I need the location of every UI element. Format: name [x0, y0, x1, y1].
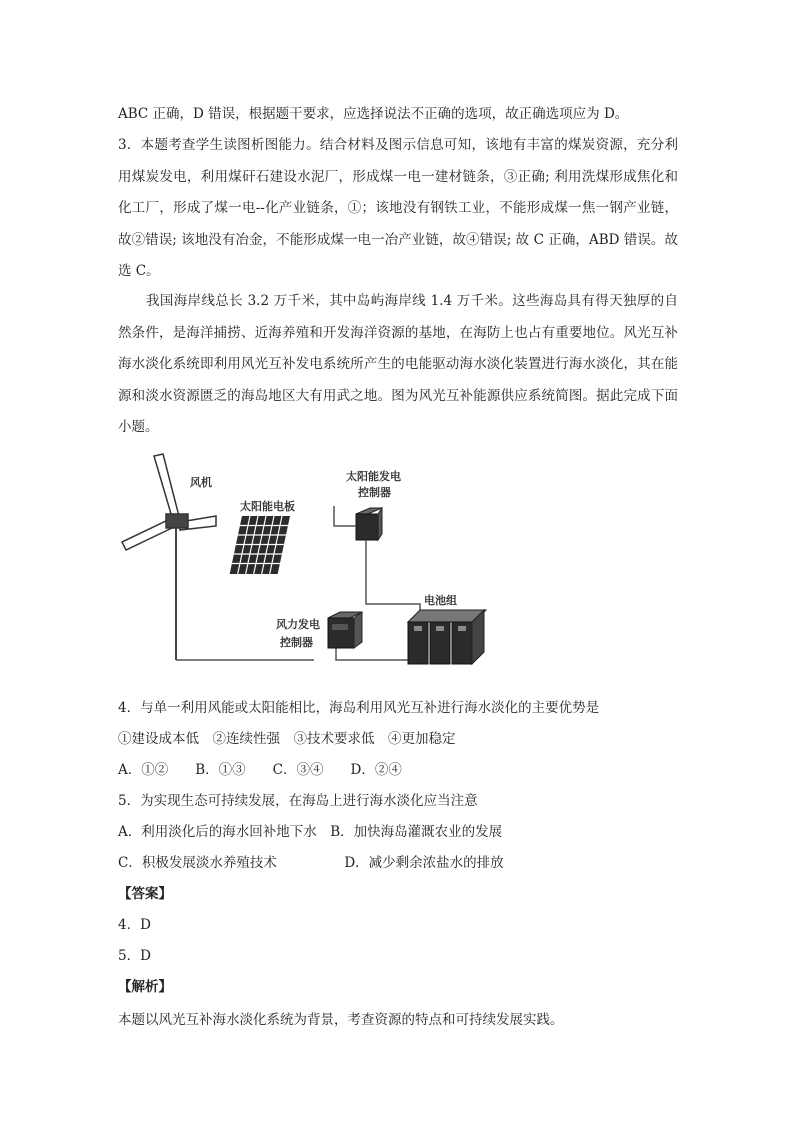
question-4-stem: 4．与单一利用风能或太阳能相比，海岛利用风光互补进行海水淡化的主要优势是 [118, 700, 600, 716]
answer-continuation-text: ABC 正确，D 错误，根据题干要求，应选择说法不正确的选项，故正确选项应为 D。 [118, 106, 629, 122]
question-3-analysis: 3．本题考查学生读图析图能力。结合材料及图示信息可知，该地有丰富的煤炭资源，充分利用煤炭发电，利用煤矸石建设水泥厂，形成煤一电一建材链条，③正确; 利用洗煤形成焦化和化工厂，形成了煤一电--化产业链条，①；该地没有钢铁工业，不能形成煤一焦一钢产业链，故②错误; 该地没有冶金，不能形成煤一电一冶产业链，故④错误; 故 C 正确，ABD 错误。故选 C。 [118, 137, 678, 279]
answer-heading: 【答案】 [118, 886, 172, 902]
analysis-heading: 【解析】 [118, 979, 172, 995]
answer-5: 5．D [118, 948, 151, 964]
material-paragraph: 我国海岸线总长 3.2 万千米，其中岛屿海岸线 1.4 万千米。这些海岛具有得天独厚的自然条件，是海洋捕捞、近海养殖和开发海洋资源的基地，在海防上也占有重要地位。风光互补海水淡化系统即利用风光互补发电系统所产生的电能驱动海水淡化装置进行海水淡化，其在能源和淡水资源匮乏的海岛地区大有用武之地。图为风光互补能源供应系统简图。据此完成下面小题。 [118, 293, 678, 435]
analysis-text: 本题以风光互补海水淡化系统为背景，考查资源的特点和可持续发展实践。 [118, 1012, 564, 1028]
question-5-stem: 5．为实现生态可持续发展，在海岛上进行海水淡化应当注意 [118, 793, 478, 809]
fig-label-solar-panel: 太阳能电板 [240, 500, 295, 513]
wind-solar-system-diagram [118, 446, 457, 674]
solar-controller-icon [356, 508, 382, 540]
fig-label-wind-turbine: 风机 [190, 476, 212, 489]
answer-4: 4．D [118, 917, 151, 933]
fig-label-wind-controller-2: 控制器 [280, 636, 313, 649]
question-4-options: A．①② B．①③ C．③④ D．②④ [118, 762, 402, 778]
question-5-options-cd: C．积极发展淡水养殖技术 D．减少剩余浓盐水的排放 [118, 855, 504, 871]
solar-panel-icon [230, 516, 290, 574]
fig-label-solar-controller-2: 控制器 [358, 486, 391, 499]
question-4-statements: ①建设成本低 ②连续性强 ③技术要求低 ④更加稳定 [118, 731, 456, 747]
battery-pack-icon [408, 610, 486, 664]
fig-label-wind-controller-1: 风力发电 [276, 618, 320, 631]
fig-label-battery: 电池组 [424, 594, 457, 607]
fig-label-solar-controller-1: 太阳能发电 [346, 470, 401, 483]
question-5-options-ab: A．利用淡化后的海水回补地下水 B．加快海岛灌溉农业的发展 [118, 824, 503, 840]
wind-controller-icon [328, 612, 362, 648]
